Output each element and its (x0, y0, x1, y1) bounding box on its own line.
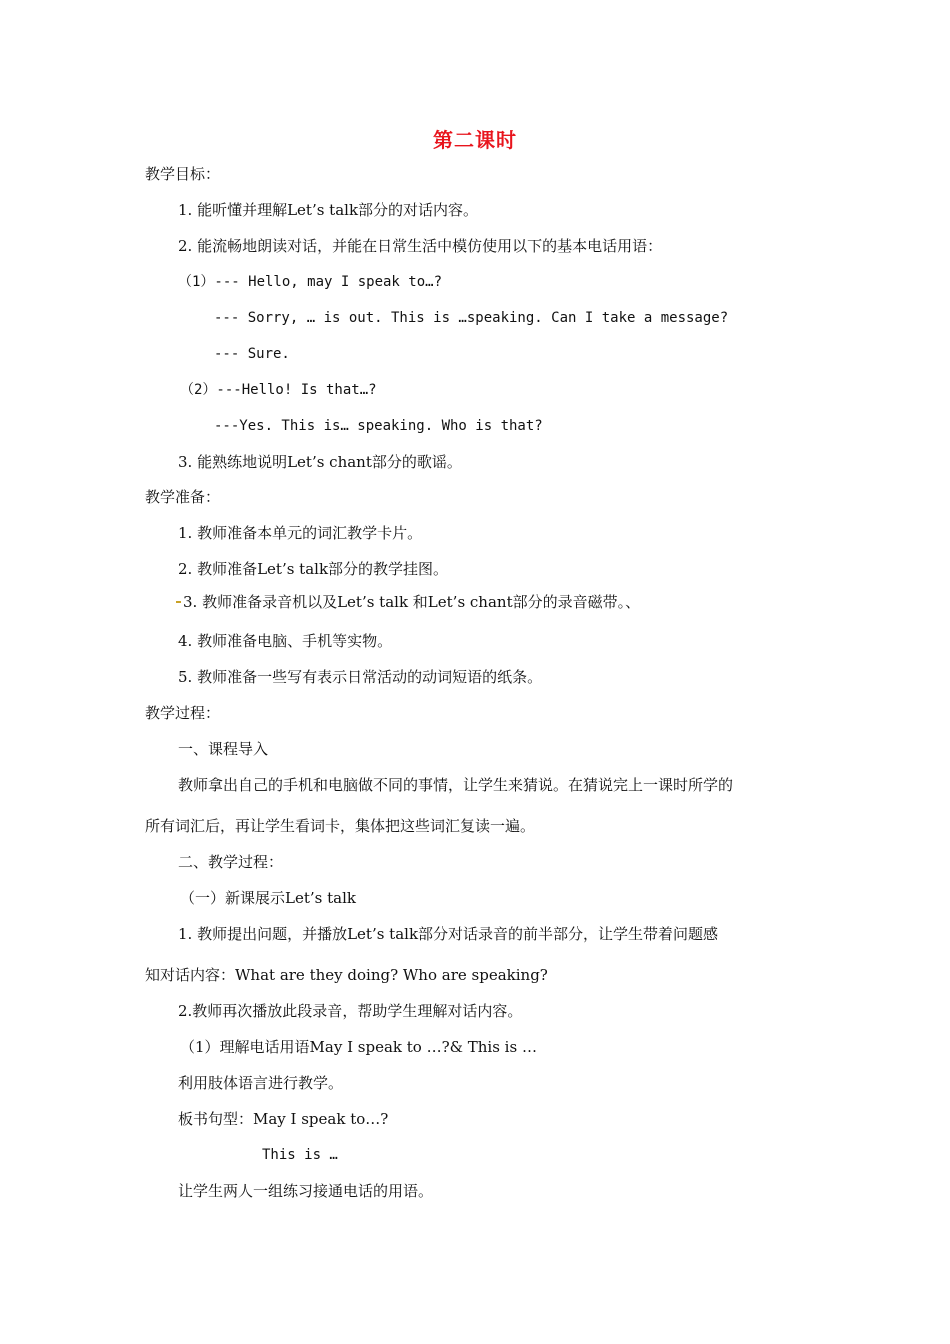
insertion-mark (176, 601, 181, 603)
subsection-new-lesson: （一）新课展示Let’s talk (180, 889, 356, 907)
preparation-item-4: 4. 教师准备电脑、手机等实物。 (178, 632, 393, 650)
page-title: 第二课时 (433, 128, 517, 152)
preparation-item-5: 5. 教师准备一些写有表示日常活动的动词短语的纸条。 (178, 668, 543, 686)
preparation-item-1: 1. 教师准备本单元的词汇教学卡片。 (178, 524, 423, 542)
preparation-item-3: 3. 教师准备录音机以及Let’s talk 和Let’s chant部分的录音磁带。、 (183, 593, 641, 611)
board-sentence-1: 板书句型：May I speak to…? (178, 1110, 389, 1128)
paragraph-line: 1. 教师提出问题，并播放Let’s talk部分对话录音的前半部分，让学生带着问题感 (178, 925, 719, 943)
section-heading-process: 教学过程： (145, 704, 221, 722)
dialogue-line-4: （2）---Hello! Is that…? (180, 382, 377, 398)
paragraph-line: 利用肢体语言进行教学。 (178, 1074, 344, 1092)
dialogue-line-3: --- Sure. (214, 346, 290, 362)
section-heading-objectives: 教学目标： (145, 165, 221, 183)
subsection-process: 二、教学过程： (178, 853, 284, 871)
dialogue-line-5: ---Yes. This is… speaking. Who is that? (214, 418, 543, 434)
objective-item-2: 2. 能流畅地朗读对话，并能在日常生活中模仿使用以下的基本电话用语： (178, 237, 663, 255)
paragraph-line: 让学生两人一组练习接通电话的用语。 (178, 1182, 434, 1200)
objective-item-3: 3. 能熟练地说明Let’s chant部分的歌谣。 (178, 453, 462, 471)
preparation-item-2: 2. 教师准备Let’s talk部分的教学挂图。 (178, 560, 449, 578)
paragraph-line: 知对话内容：What are they doing? Who are speaking? (145, 966, 548, 984)
paragraph-line: 2.教师再次播放此段录音，帮助学生理解对话内容。 (178, 1002, 523, 1020)
paragraph-line: 所有词汇后，再让学生看词卡，集体把这些词汇复读一遍。 (145, 817, 536, 835)
paragraph-line: 教师拿出自己的手机和电脑做不同的事情，让学生来猜说。在猜说完上一课时所学的 (178, 776, 734, 794)
objective-item-1: 1. 能听懂并理解Let’s talk部分的对话内容。 (178, 201, 479, 219)
paragraph-line: （1）理解电话用语May I speak to …?& This is … (180, 1038, 537, 1056)
section-heading-preparation: 教学准备： (145, 488, 221, 506)
dialogue-line-2: --- Sorry, … is out. This is …speaking. Can I take a message? (214, 310, 729, 326)
dialogue-line-1: （1）--- Hello, may I speak to…? (178, 274, 443, 290)
subsection-intro: 一、课程导入 (178, 740, 269, 758)
board-sentence-2: This is … (262, 1147, 338, 1163)
